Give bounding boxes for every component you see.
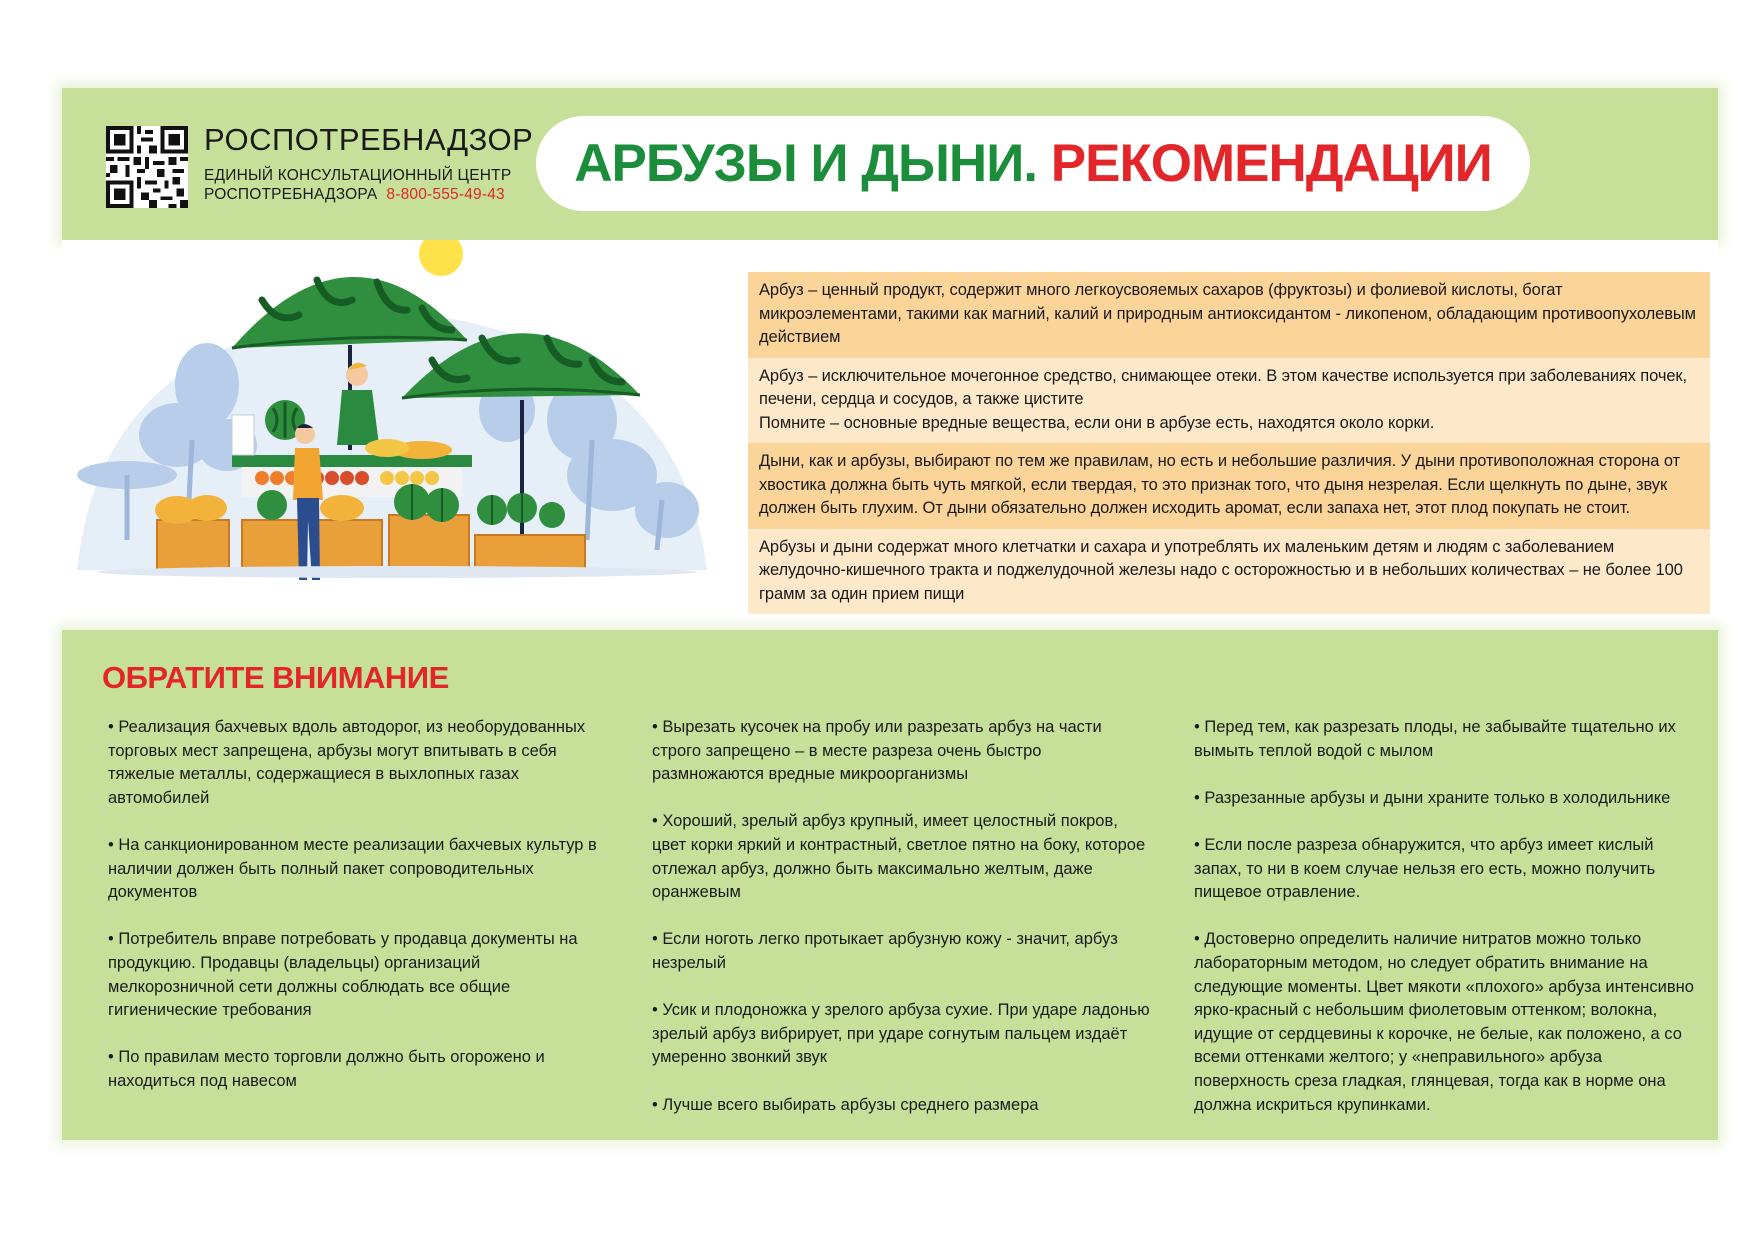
list-item: • На санкционированном месте реализации бахчевых культур в наличии должен быть полный пакет сопроводительных документов — [108, 835, 597, 902]
poster — [62, 88, 1718, 1140]
consult-center-line2: РОСПОТРЕБНАДЗОРА — [204, 186, 378, 203]
list-item: • Вырезать кусочек на пробу или разрезать арбуз на части строго запрещено – в месте разреза очень быстро размножаются вредные микроорганизмы — [652, 718, 1102, 784]
list-item: • Разрезанные арбузы и дыни храните только в холодильнике — [1194, 788, 1671, 807]
info-diuretic-text: Арбуз – исключительное мочегонное средство, снимающее отеки. В этом качестве используется при заболеваниях почек, печени, сердца и сосудов, а также цистите — [759, 366, 1688, 408]
list-item: • Хороший, зрелый арбуз крупный, имеет целостный покров, цвет корки яркий и контрастный, светлое пятно на боку, которое отлежал арбуз, должно быть максимально желтым, даже оранжевым — [652, 812, 1146, 902]
info-block-diuretic — [748, 358, 1710, 444]
attention-title: ОБРАТИТЕ ВНИМАНИЕ — [102, 660, 449, 695]
consult-center-line1: ЕДИНЫЙ КОНСУЛЬТАЦИОННЫЙ ЦЕНТР — [204, 167, 512, 184]
attention-column-2 — [652, 716, 1152, 1141]
page-title — [536, 116, 1530, 211]
info-block-melons: Дыни, как и арбузы, выбирают по тем же правилам, но есть и небольшие различия. У дыни противоположная сторона от хвостика должна быть чуть мягкой, если твердая, то это признак того, что дыня незрелая. Если щелкнуть по дыне, звук должен быть глухим. От дыни обязательно должен исходить аромат, если запаха нет, этот плод покупать не стоит. — [748, 443, 1710, 529]
consult-center — [204, 166, 533, 204]
title-part-red: РЕКОМЕНДАЦИИ — [1050, 134, 1492, 193]
info-block-caution: Арбузы и дыни содержат много клетчатки и сахара и употреблять их маленьким детям и людям с заболеванием желудочно-кишечного тракта и поджелудочной железы надо с осторожностью и в небольших количествах – не более 100 грамм за один прием пищи — [748, 529, 1710, 615]
title-part-green: АРБУЗЫ И ДЫНИ. — [574, 134, 1038, 193]
middle-section — [62, 240, 1718, 630]
org-name: РОСПОТРЕБНАДЗОР — [204, 122, 534, 157]
attention-column-3 — [1194, 716, 1699, 1141]
info-remember-text: Помните – основные вредные вещества, если они в арбузе есть, находятся около корки. — [759, 413, 1435, 432]
info-block-benefits: Арбуз – ценный продукт, содержит много легкоусвояемых сахаров (фруктозы) и фолиевой кислоты, богат микроэлементами, такими как магний, калий и природным антиоксидантом - ликопеном, обладающим противоопухолевым действием — [748, 272, 1710, 358]
list-item: • Потребитель вправе потребовать у продавца документы на продукцию. Продавцы (владельцы) организаций мелкорозничной сети должны соблюдать все общие гигиенические требования — [108, 930, 578, 1020]
list-item: • Если ноготь легко протыкает арбузную кожу - значит, арбуз незрелый — [652, 930, 1118, 972]
list-item: • Достоверно определить наличие нитратов можно только лабораторным методом, но следует обратить внимание на следующие моменты. Цвет мякоти «плохого» арбуза интенсивно ярко-красный с небольшим фиолетовым оттенком; волокна, идущие от сердцевины к корочке, не белые, как положено, а со всеми оттенками желтого; у «неправильного» арбуза поверхность среза гладкая, глянцевая, тогда как в норме она должна искриться крупинками. — [1194, 930, 1694, 1114]
melon-market-illustration — [67, 240, 717, 630]
qr-code-icon — [106, 126, 188, 208]
list-item: • Реализация бахчевых вдоль автодорог, из необорудованных торговых мест запрещена, арбузы могут впитывать в себя тяжелые металлы, содержащиеся в выхлопных газах автомобилей — [108, 718, 586, 807]
info-panel — [748, 272, 1710, 614]
list-item: • Перед тем, как разрезать плоды, не забывайте тщательно их вымыть теплой водой с мылом — [1194, 718, 1676, 760]
attention-section — [62, 630, 1718, 1140]
brand-block — [204, 122, 533, 204]
header-band — [62, 88, 1718, 240]
list-item: • Если после разреза обнаружится, что арбуз имеет кислый запах, то ни в коем случае нельзя его есть, можно получить пищевое отравление. — [1194, 835, 1656, 902]
hotline-phone: 8-800-555-49-43 — [386, 186, 505, 203]
list-item: • Усик и плодоножка у зрелого арбуза сухие. При ударе ладонью зрелый арбуз вибрирует, при ударе согнутым пальцем издаёт умеренно звонкий звук — [652, 1001, 1150, 1067]
consult-center-line2-wrap — [204, 185, 533, 204]
list-item: • По правилам место торговли должно быть огорожено и находиться под навесом — [108, 1048, 545, 1090]
list-item: • Лучше всего выбирать арбузы среднего размера — [652, 1095, 1039, 1114]
attention-column-1 — [108, 716, 608, 1117]
